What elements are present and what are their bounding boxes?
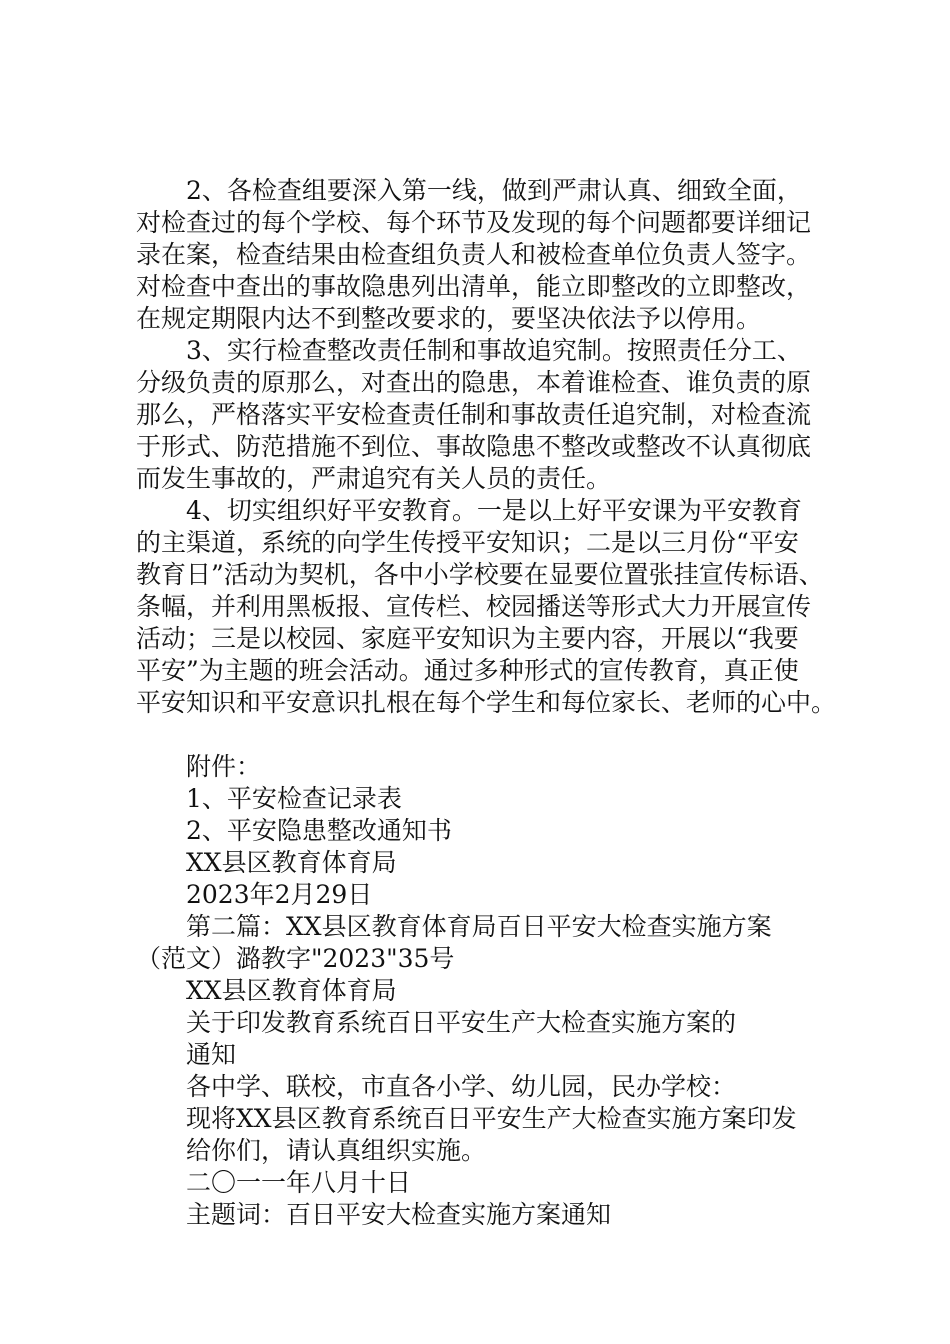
issuer-name-2: XX县区教育体育局	[186, 976, 397, 1005]
issue-date: 2023年2月29日	[186, 880, 373, 909]
document-number: （范文）潞教字"2023"35号	[136, 944, 455, 973]
paragraph-4-line-6: 平安”为主题的班会活动。通过多种形式的宣传教育，真正使	[136, 656, 799, 685]
paragraph-2-line-3: 录在案，检查结果由检查组负责人和被检查单位负责人签字。	[136, 240, 812, 269]
paragraph-4-line-3: 教育日”活动为契机，各中小学校要在显要位置张挂宣传标语、	[136, 560, 824, 589]
paragraph-4-line-4: 条幅，并利用黑板报、宣传栏、校园播送等形式大力开展宣传	[136, 592, 812, 621]
recipients: 各中学、联校，市直各小学、幼儿园，民办学校：	[186, 1072, 737, 1101]
paragraph-3-line-5: 而发生事故的，严肃追究有关人员的责任。	[136, 464, 612, 493]
paragraph-2-line-2: 对检查过的每个学校、每个环节及发现的每个问题都要详细记	[136, 208, 812, 237]
notice-title-line-1: 关于印发教育系统百日平安生产大检查实施方案的	[186, 1008, 737, 1037]
paragraph-2-line-1: 2、各检查组要深入第一线，做到严肃认真、细致全面，	[186, 176, 802, 205]
paragraph-3-line-4: 于形式、防范措施不到位、事故隐患不整改或整改不认真彻底	[136, 432, 812, 461]
paragraph-2-line-4: 对检查中查出的事故隐患列出清单，能立即整改的立即整改，	[136, 272, 812, 301]
issuer-name: XX县区教育体育局	[186, 848, 397, 877]
attachment-item-1: 1、平安检查记录表	[186, 784, 402, 813]
paragraph-4-line-5: 活动；三是以校园、家庭平安知识为主要内容，开展以“我要	[136, 624, 799, 653]
paragraph-3-line-1: 3、实行检查整改责任制和事故追究制。按照责任分工、	[186, 336, 802, 365]
section-title: 第二篇：XX县区教育体育局百日平安大检查实施方案	[186, 912, 772, 941]
notice-date: 二〇一一年八月十日	[186, 1168, 412, 1197]
attachment-item-2: 2、平安隐患整改通知书	[186, 816, 452, 845]
paragraph-3-line-3: 那么，严格落实平安检查责任制和事故责任追究制，对检查流	[136, 400, 812, 429]
paragraph-2-line-5: 在规定期限内达不到整改要求的，要坚决依法予以停用。	[136, 304, 762, 333]
notice-body-line-2: 给你们，请认真组织实施。	[186, 1136, 487, 1165]
notice-body-line-1: 现将XX县区教育系统百日平安生产大检查实施方案印发	[186, 1104, 797, 1133]
paragraph-4-line-2: 的主渠道，系统的向学生传授平安知识；二是以三月份“平安	[136, 528, 799, 557]
paragraph-4-line-7: 平安知识和平安意识扎根在每个学生和每位家长、老师的心中。	[136, 688, 837, 717]
attachments-heading: 附件：	[186, 752, 262, 781]
paragraph-4-line-1: 4、切实组织好平安教育。一是以上好平安课为平安教育	[186, 496, 802, 525]
subject-keywords: 主题词：百日平安大检查实施方案通知	[186, 1200, 612, 1229]
notice-title-line-2: 通知	[186, 1040, 237, 1069]
paragraph-3-line-2: 分级负责的原那么，对查出的隐患，本着谁检查、谁负责的原	[136, 368, 812, 397]
